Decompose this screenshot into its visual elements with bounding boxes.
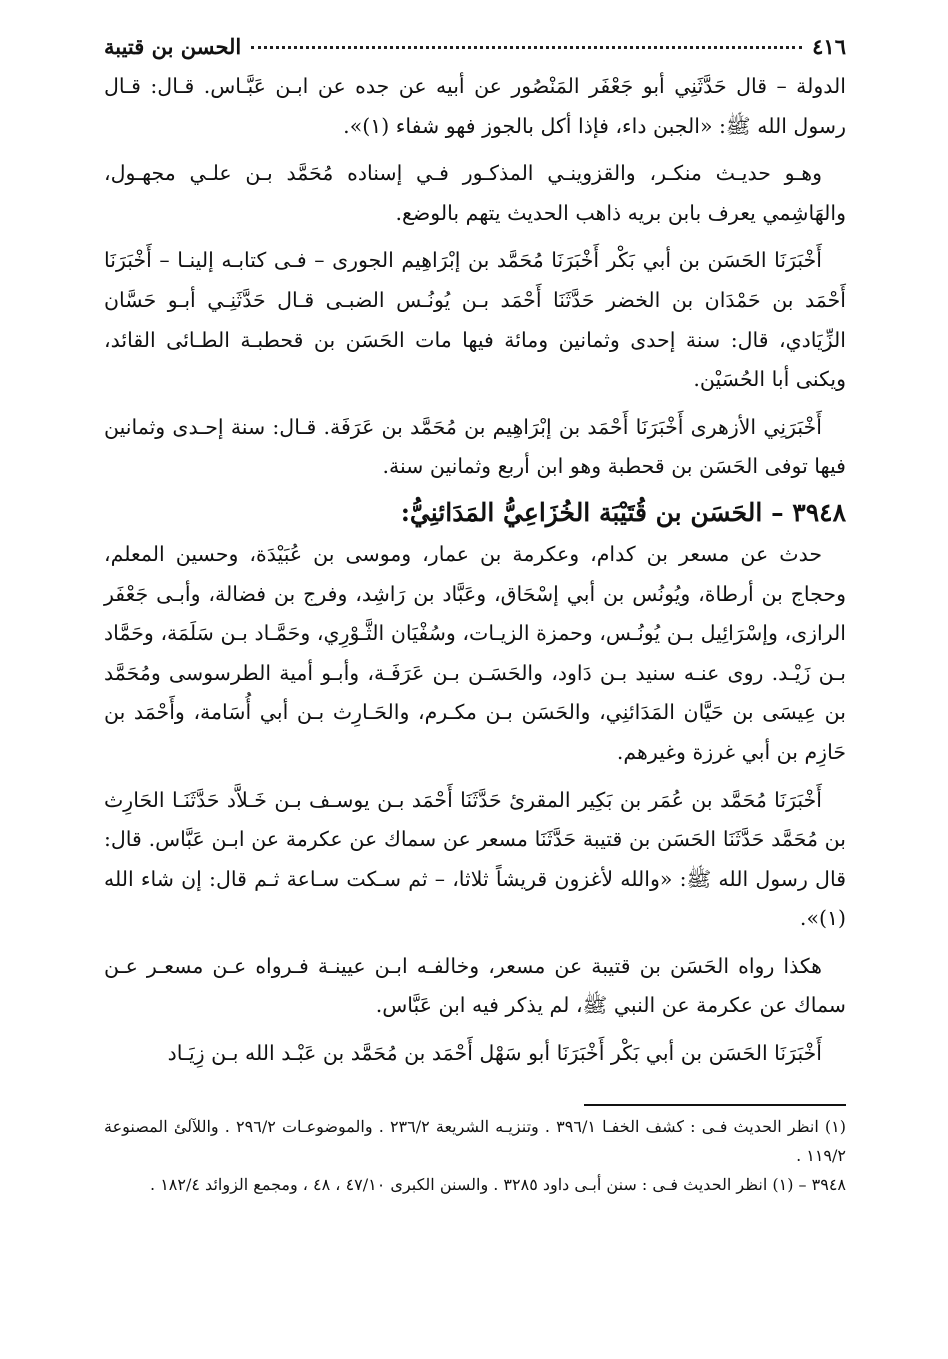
paragraph: حدث عن مسعر بن كدام، وعكرمة بن عمار، وموسى بن عُبَيْدَة، وحسين المعلم، وحجاج بن أرطاة، ويُونُس بن أبي إسْحَاق، وعَبَّاد بن رَاشِد، وفرج بن فضالة، وأبـى جَعْفَر الرازى، وإسْرَائِيل بـن يُونُـس، وحمزة الزيـات، وسُفْيَان الثَّـوْرِي، وحَمَّـاد بـن سَلَمَة، وحَمَّاد بـن زَيْـد. روى عنـه سنيد بـن دَاود، والحَسَـن بـن عَرَفَـة، وأبـو أمية الطرسوسى ومُحَمَّد بن عِيسَى بن حَيَّان المَدَائنِي، والحَسَن بـن مكـرم، والحَـارِث بـن أبي أُسَامة، وأَحْمَد بن حَازِم بن أبي غرزة وغيرهم. [104, 541, 846, 764]
paragraph: هكذا رواه الحَسَن بن قتيبة عن مسعر، وخالفـه ابـن عيينـة فـرواه عـن مسعـر عـن سماك عن عكرمة عن النبي ﷺ، لم يذكر فيه ابن عَبَّاس. [104, 953, 846, 1018]
biography-heading: ٣٩٤٨ – الحَسَن بن قُتَيْبَة الخُزَاعِيُّ المَدَائنِيُّ: [400, 497, 846, 527]
paragraph: أَخْبَرَنَا مُحَمَّد بن عُمَر بن بَكِير المقرئ حَدَّثَنَا أَحْمَد بـن يوسـف بـن خَـلاَّد حَدَّثَنَـا الحَارِث بن مُحَمَّد حَدَّثَنَا الحَسَن بن قتيبة حَدَّثَنَا مسعر عن سماك عن عكرمة عن ابـن عَبَّاس. قال: قال رسول الله ﷺ: «والله لأغزون قريشاً ثلاثا، – ثم سـكت سـاعة ثـم قال: إن شاء الله (١)». [104, 787, 846, 931]
running-title: الحسن بن قتيبة [104, 34, 242, 59]
paragraph: أَخْبَرَنَا الحَسَن بن أبي بَكْر أَخْبَرَنَا مُحَمَّد بن إبْرَاهِيم الجورى – فـى كتابـه إلينـا – أَخْبَرَنَا أَحْمَد بن حَمْدَان بن الخضر حَدَّثَنَا أَحْمَد بـن يُونُـس الضبـى قـال حَدَّثَنِـي أبـو حَسَّان الزِّيَادي، قال: سنة إحدى وثمانين ومائة فيها مات الحَسَن بن قحطبـة الطـائى القائد، ويكنى أبا الحُسَيْن. [104, 248, 846, 392]
paragraph: وهـو حديـث منكـر، والقزوينـي المذكـور فـي إسناده مُحَمَّد بـن علـي مجهـول، والهَاشِمي يعرف بابن بريه ذاهب الحديث يتهم بالوضع. [104, 161, 846, 225]
main-text [104, 67, 846, 1074]
footnote-divider [584, 1104, 846, 1106]
paragraph: أَخْبَرَنِي الأزهرى أَخْبَرَنَا أَحْمَد بن إبْرَاهِيم بن مُحَمَّد بن عَرَفَة. قـال: سنة إحـدى وثمانين فيها توفى الحَسَن بن قحطبة وهو ابن أربع وثمانين سنة. [104, 414, 846, 479]
footnote: (١) انظر الحديث فـى : كشف الخفـا ٣٩٦/١ . وتنزيـه الشريعة ٢٣٦/٢ . والموضوعـات ٢٩٦/٢ . واللآلئ المصنوعة ١١٩/٢ . [104, 1116, 847, 1165]
page-number: ٤١٦ [812, 34, 846, 59]
paragraph: الدولة – قال حَدَّثَنِي أبو جَعْفَر المَنْصُور عن أبيه عن جده عن ابـن عَبَّـاس. قـال: قـال رسول الله ﷺ: «الجبن داء، فإذا أكل بالجوز فهو شفاء (١)». [104, 74, 846, 138]
footnotes [104, 1112, 846, 1199]
page-header [104, 34, 846, 67]
header-leader-dots [251, 46, 802, 49]
footnote: ٣٩٤٨ – (١) انظر الحديث فـى : سنن أبـى داود ٣٢٨٥ . والسنن الكبرى ٤٧/١٠ ، ٤٨ ، ومجمع الزوائد ١٨٢/٤ . [150, 1174, 846, 1194]
paragraph: أَخْبَرَنَا الحَسَن بن أبي بَكْر أَخْبَرَنَا أبو سَهْل أَحْمَد بن مُحَمَّد بن عَبْـد الله بـن زِيَـاد [167, 1041, 822, 1066]
